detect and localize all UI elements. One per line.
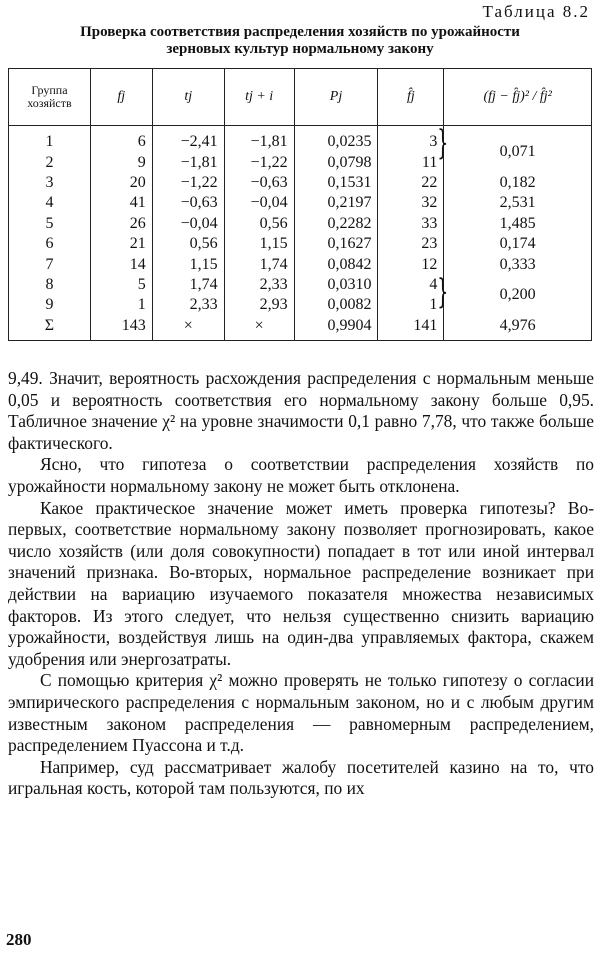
cell: 26 — [90, 214, 152, 234]
cell: 1,15 — [152, 254, 224, 274]
cell: −1,81 — [224, 126, 294, 153]
cell: 0,174 — [444, 234, 592, 254]
cell: 0,1531 — [294, 173, 378, 193]
cell: 0,9904 — [294, 316, 378, 341]
cell: 1,74 — [224, 254, 294, 274]
header-fj: fj — [90, 69, 152, 126]
table-row — [9, 193, 592, 213]
cell: −1,22 — [152, 173, 224, 193]
paragraph: 9,49. Значит, вероятность расхождения распределения с нормальным меньше 0,05 и вероятность соответствия его нормальному закону больше 0,95. Табличное значение χ² на уровне значимости 0,1 равно 7,78, что также больше фактического. — [8, 368, 594, 453]
cell: 6 — [9, 234, 91, 254]
brace-icon: } — [437, 123, 448, 163]
header-pj: Pj — [294, 69, 378, 126]
cell: 4 — [9, 193, 91, 213]
merged-cell: 0,071 — [444, 126, 592, 173]
header-chi-term: (fj − f̂j)² / f̂j² — [444, 69, 592, 126]
cell: 2 — [9, 152, 91, 172]
cell: 0,56 — [224, 214, 294, 234]
cell-value: 3 — [429, 133, 438, 151]
table-label: Таблица 8.2 — [482, 2, 590, 21]
cell: 141 — [378, 316, 444, 341]
cell: 7 — [9, 254, 91, 274]
cell-with-brace — [378, 271, 448, 312]
cell: 41 — [90, 193, 152, 213]
cell: 0,2282 — [294, 214, 378, 234]
cell: 0,56 — [152, 234, 224, 254]
cell: 5 — [9, 214, 91, 234]
header-group: Группа хозяйств — [9, 69, 91, 126]
cell: 1 — [378, 295, 444, 315]
cell: −1,22 — [224, 152, 294, 172]
body-text — [8, 368, 594, 800]
paragraph: С помощью критерия χ² можно проверять не только гипотезу о согласии эмпирического распределения с нормальным законом, но и с любым другим известным законом распределения — равномерным распределением, распределением Пуассона и т.д. — [8, 670, 594, 756]
cell: 9 — [90, 152, 152, 172]
cell: 23 — [378, 234, 444, 254]
page-number: 280 — [6, 930, 32, 949]
brace-icon: } — [437, 271, 448, 312]
cell: 0,0798 — [294, 152, 378, 172]
cell: × — [152, 316, 224, 341]
cell: 14 — [90, 254, 152, 274]
cell: −1,81 — [152, 152, 224, 172]
cell: 1 — [90, 295, 152, 315]
cell: 3 — [9, 173, 91, 193]
cell: 143 — [90, 316, 152, 341]
cell: 0,0235 — [294, 126, 378, 153]
paragraph: Например, суд рассматривает жалобу посетителей казино на то, что игральная кость, которой там пользуются, по их — [8, 756, 594, 799]
cell: 5 — [90, 275, 152, 295]
cell: 2,93 — [224, 295, 294, 315]
cell: −0,04 — [152, 214, 224, 234]
table-row — [9, 254, 592, 274]
cell: 2,531 — [444, 193, 592, 213]
cell: Σ — [9, 316, 91, 341]
cell: 12 — [378, 254, 444, 274]
header-tj: tj — [152, 69, 224, 126]
cell: 4,976 — [444, 316, 592, 341]
cell: 6 — [90, 126, 152, 153]
header-fj-hat: f̂j — [378, 69, 444, 126]
table-row — [9, 214, 592, 234]
cell: −0,63 — [152, 193, 224, 213]
cell: 11 — [378, 152, 444, 172]
cell: −0,04 — [224, 193, 294, 213]
cell: 0,0310 — [294, 275, 378, 295]
cell-value: 4 — [429, 275, 438, 293]
table-row-total — [9, 316, 592, 341]
table-header-row — [9, 69, 592, 126]
data-table — [8, 68, 592, 341]
cell: 0,182 — [444, 173, 592, 193]
cell: −0,63 — [224, 173, 294, 193]
paragraph: Ясно, что гипотеза о соответствии распределения хозяйств по урожайности нормальному закону не может быть отклонена. — [8, 454, 594, 496]
paragraph: Какое практическое значение может иметь проверка гипотезы? Во-первых, соответствие нормальному закону позволяет прогнозировать, какое число хозяйств (или доля совокупности) попадает в тот или иной интервал значений признака. Во-вторых, нормальное распределение возникает при действии на вариацию изучаемого показателя множества независимых факторов. Из этого следует, что нельзя существенно снизить вариацию урожайности, воздействуя лишь на один-два управляемых фактора, скажем удобрения или энергозатраты. — [8, 497, 594, 669]
cell: 1,485 — [444, 214, 592, 234]
cell: 2,33 — [224, 275, 294, 295]
cell: 0,0082 — [294, 295, 378, 315]
cell: 9 — [9, 295, 91, 315]
table-caption-line-1: Проверка соответствия распределения хозяйств по урожайности — [80, 24, 520, 40]
cell: 0,2197 — [294, 193, 378, 213]
cell: 1,74 — [152, 275, 224, 295]
table-caption-line-2: зерновых культур нормальному закону — [166, 41, 434, 57]
cell: 8 — [9, 275, 91, 295]
cell: 0,0842 — [294, 254, 378, 274]
header-tj-plus-i: tj + i — [224, 69, 294, 126]
cell: 0,1627 — [294, 234, 378, 254]
cell: 32 — [378, 193, 444, 213]
table-row — [9, 275, 592, 295]
table-row — [9, 126, 592, 153]
cell: 1 — [9, 126, 91, 153]
table-row — [9, 173, 592, 193]
cell: 1,15 — [224, 234, 294, 254]
merged-cell: 0,200 — [444, 275, 592, 316]
table-row — [9, 234, 592, 254]
cell: × — [224, 316, 294, 341]
cell: −2,41 — [152, 126, 224, 153]
cell: 0,333 — [444, 254, 592, 274]
cell: 22 — [378, 173, 444, 193]
cell: 21 — [90, 234, 152, 254]
cell: 20 — [90, 173, 152, 193]
cell: 33 — [378, 214, 444, 234]
cell: 2,33 — [152, 295, 224, 315]
